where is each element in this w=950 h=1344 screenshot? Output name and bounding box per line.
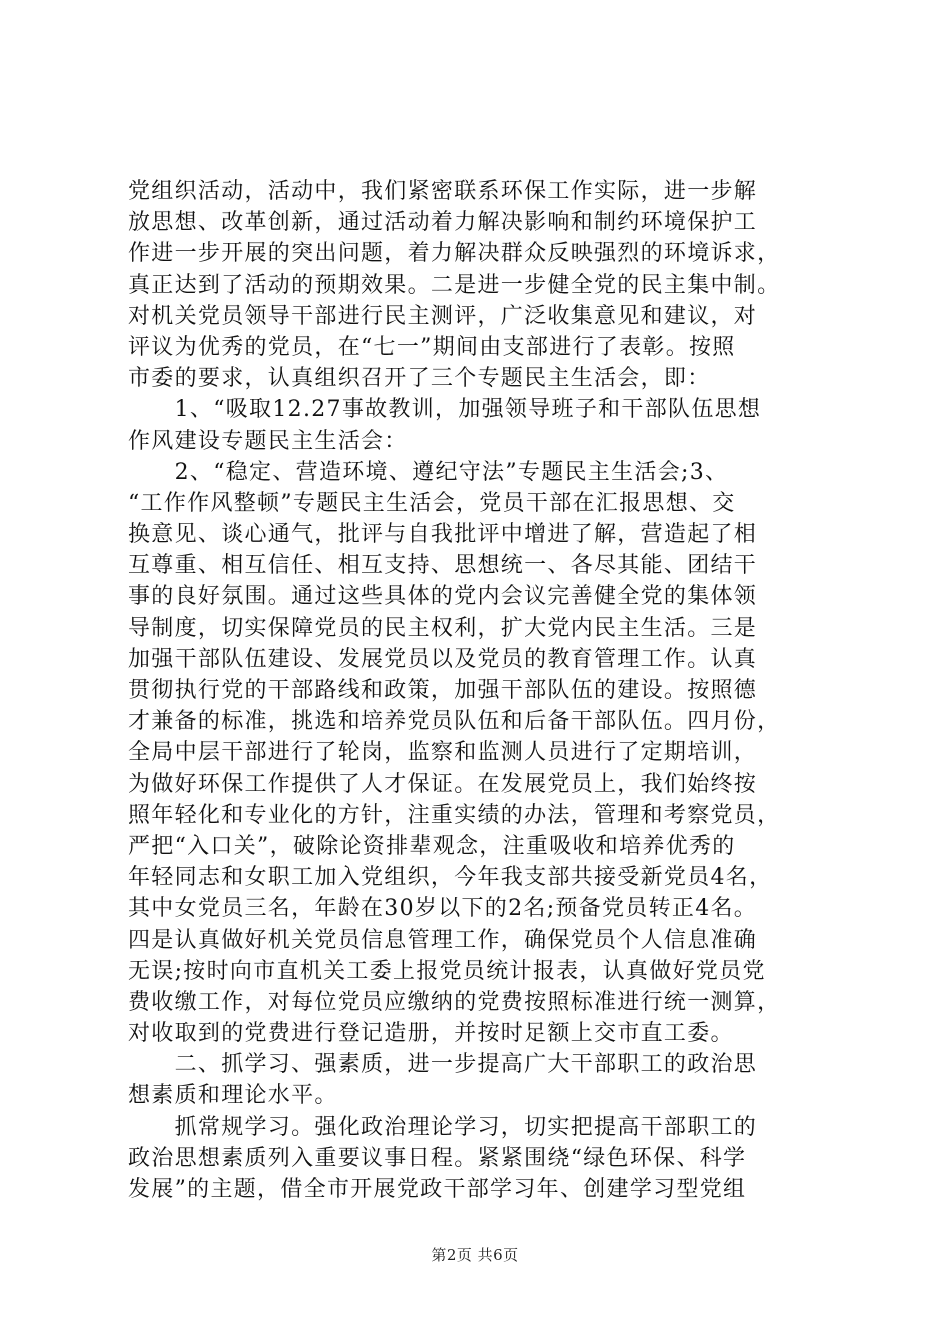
text-line: 其中女党员三名，年龄在30岁以下的2名;预备党员转正4名。 [128, 896, 758, 922]
text-line: 全局中层干部进行了轮岗，监察和监测人员进行了定期培训， [128, 740, 758, 766]
text-line: 四是认真做好机关党员信息管理工作，确保党员个人信息准确 [128, 927, 758, 953]
text-line: 政治思想素质列入重要议事日程。紧紧围绕“绿色环保、科学 [128, 1145, 747, 1171]
text-line: 作风建设专题民主生活会： [128, 428, 408, 454]
text-line: 才兼备的标准，挑选和培养党员队伍和后备干部队伍。四月份， [128, 709, 781, 735]
page-number-footer: 第2页 共6页 [431, 1246, 519, 1264]
text-line: 市委的要求，认真组织召开了三个专题民主生活会，即： [128, 366, 711, 392]
text-line: 互尊重、相互信任、相互支持、思想统一、各尽其能、团结干 [128, 553, 758, 579]
text-line: 真正达到了活动的预期效果。二是进一步健全党的民主集中制。 [128, 272, 781, 298]
text-line: 2、“稳定、营造环境、遵纪守法”专题民主生活会;3、 [128, 459, 729, 485]
text-line: 作进一步开展的突出问题，着力解决群众反映强烈的环境诉求， [128, 241, 781, 267]
text-line: 导制度，切实保障党员的民主权利，扩大党内民主生活。三是 [128, 615, 758, 641]
text-line: 想素质和理论水平。 [128, 1083, 338, 1109]
text-line: 加强干部队伍建设、发展党员以及党员的教育管理工作。认真 [128, 646, 758, 672]
text-line: 对收取到的党费进行登记造册，并按时足额上交市直工委。 [128, 1021, 734, 1047]
text-line: 年轻同志和女职工加入党组织，今年我支部共接受新党员4名， [128, 865, 773, 891]
text-line: 换意见、谈心通气，批评与自我批评中增进了解，营造起了相 [128, 522, 758, 548]
text-line: 事的良好氛围。通过这些具体的党内会议完善健全党的集体领 [128, 584, 758, 610]
text-line: 抓常规学习。强化政治理论学习，切实把提高干部职工的 [128, 1114, 758, 1140]
text-line: 为做好环保工作提供了人才保证。在发展党员上，我们始终按 [128, 771, 758, 797]
text-line: 党组织活动，活动中，我们紧密联系环保工作实际，进一步解 [128, 179, 758, 204]
text-line: 发展”的主题，借全市开展党政干部学习年、创建学习型党组 [128, 1177, 747, 1202]
text-line: 放思想、改革创新，通过活动着力解决影响和制约环境保护工 [128, 210, 758, 236]
document-body [128, 176, 848, 1205]
text-line: 照年轻化和专业化的方针，注重实绩的办法，管理和考察党员， [128, 802, 781, 828]
text-line: 对机关党员领导干部进行民主测评，广泛收集意见和建议，对 [128, 303, 758, 329]
text-line: 无误;按时向市直机关工委上报党员统计报表，认真做好党员党 [128, 958, 766, 984]
text-line: 二、抓学习、强素质，进一步提高广大干部职工的政治思 [128, 1052, 758, 1078]
text-line: 严把“入口关”，破除论资排辈观念，注重吸收和培养优秀的 [128, 833, 736, 859]
text-line: 评议为优秀的党员，在“七一”期间由支部进行了表彰。按照 [128, 334, 736, 360]
text-line: 1、“吸取12.27事故教训，加强领导班子和干部队伍思想 [128, 397, 762, 423]
text-line: 贯彻执行党的干部路线和政策，加强干部队伍的建设。按照德 [128, 678, 758, 703]
text-line: 费收缴工作，对每位党员应缴纳的党费按照标准进行统一测算， [128, 989, 781, 1015]
text-line: “工作作风整顿”专题民主生活会，党员干部在汇报思想、交 [128, 490, 736, 516]
